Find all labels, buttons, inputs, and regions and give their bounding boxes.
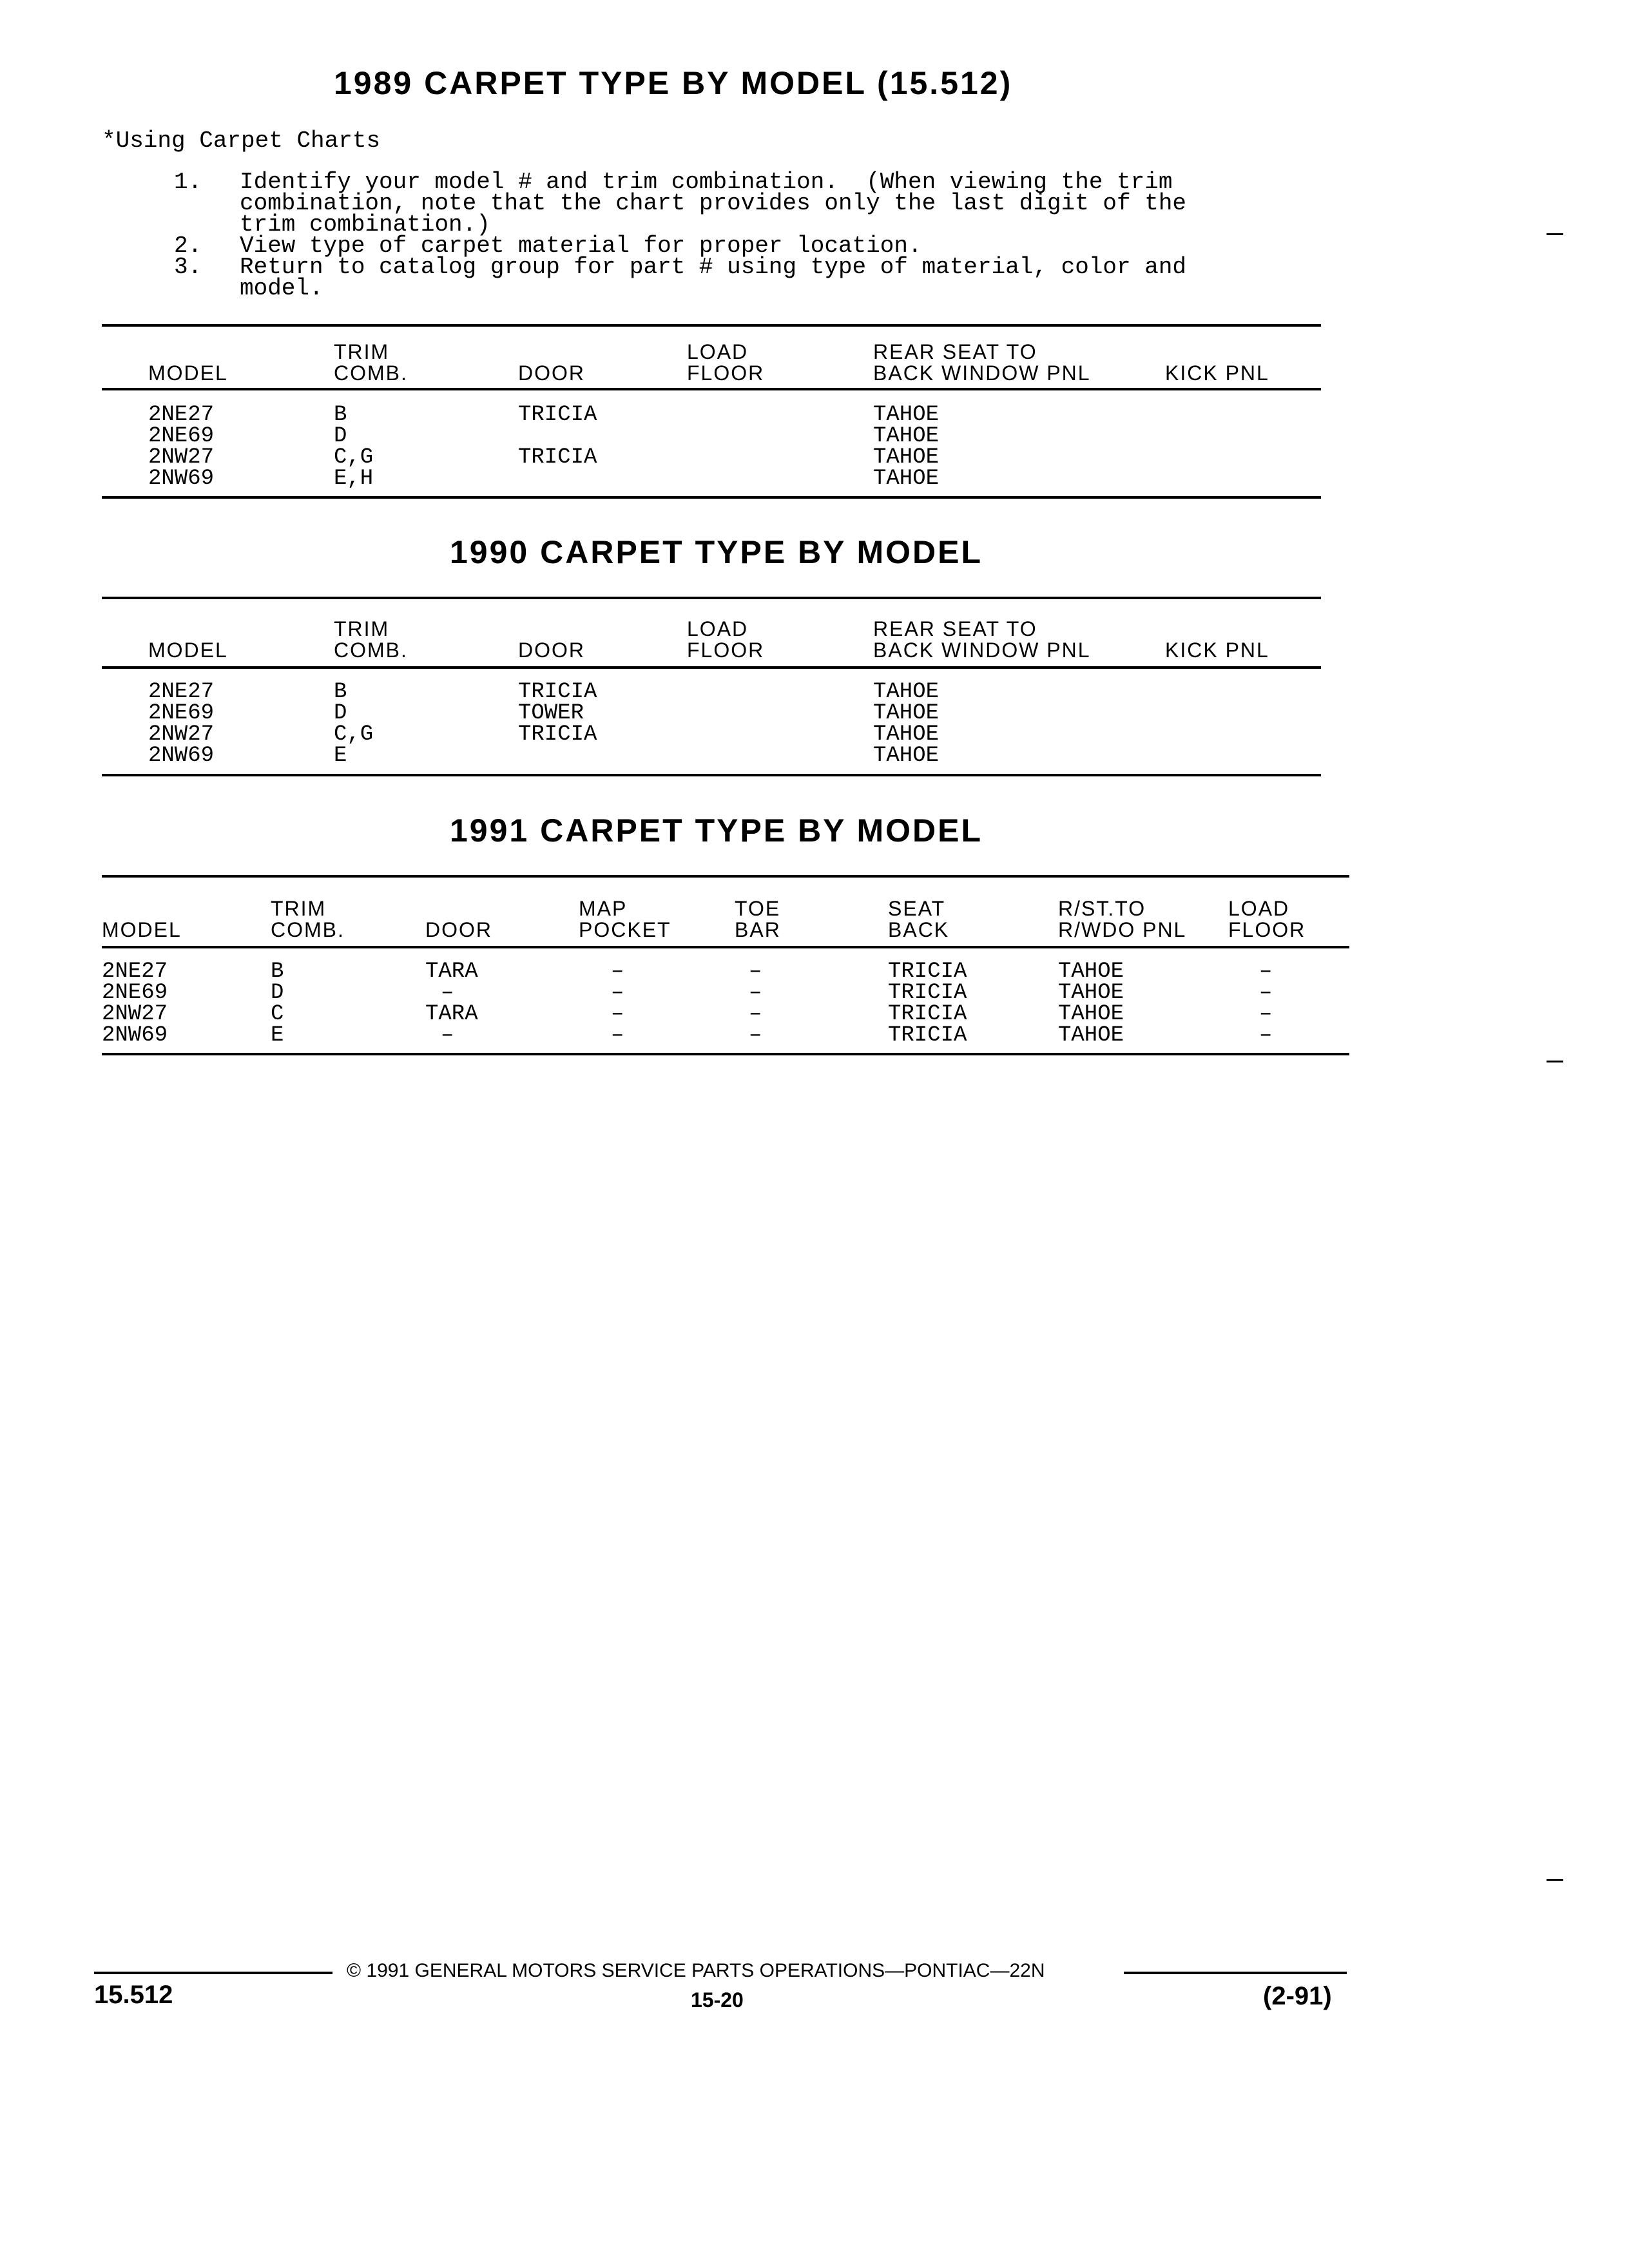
cell-load: – [1259,959,1273,984]
cell-model: 2NW27 [148,445,215,470]
cell-map: – [611,981,624,1005]
cell-trim: E [271,1023,284,1048]
col-header-load: LOAD [687,617,749,640]
cell-door: TRICIA [518,680,597,704]
cell-rst: TAHOE [1058,981,1124,1005]
intro-heading: *Using Carpet Charts [102,128,381,154]
col-header-load: FLOOR [687,361,765,385]
cell-door: TARA [425,959,478,984]
cell-model: 2NW69 [148,466,215,491]
cell-map: – [611,959,624,984]
col-header-model: MODEL [148,639,228,662]
copyright-notice: © 1991 GENERAL MOTORS SERVICE PARTS OPERATIONS—PONTIAC—22N [347,1960,1045,1981]
col-header-trim: TRIM [334,617,390,640]
step-text: trim combination.) [240,211,490,238]
cell-trim: D [334,424,347,448]
col-header-model: MODEL [148,361,228,385]
col-header-load: FLOOR [1228,918,1306,941]
col-header-trim: COMB. [334,639,408,662]
cell-door: – [441,1023,454,1048]
margin-mark [1547,1061,1563,1062]
cell-rear: TAHOE [873,701,940,726]
cell-seat: TRICIA [888,1002,967,1026]
cell-model: 2NE69 [148,701,215,726]
cell-trim: D [271,981,284,1005]
cell-trim: E,H [334,466,374,491]
col-header-map: MAP [579,897,628,920]
col-header-kick: KICK PNL [1165,361,1269,385]
cell-toe: – [749,1023,762,1048]
col-header-rear: BACK WINDOW PNL [873,639,1091,662]
col-header-model: MODEL [102,918,182,941]
cell-trim: D [334,701,347,726]
col-header-trim: COMB. [271,918,345,941]
table-rule [102,875,1349,878]
step-number: 2. [174,233,202,259]
col-header-toe: TOE [735,897,781,920]
page-number: 15-20 [691,1988,744,2012]
step-text: model. [240,275,323,302]
cell-load: – [1259,981,1273,1005]
cell-rear: TAHOE [873,424,940,448]
cell-load: – [1259,1002,1273,1026]
col-header-kick: KICK PNL [1165,639,1269,662]
cell-model: 2NE27 [102,959,168,984]
cell-door: – [441,981,454,1005]
table-rule [102,388,1321,390]
cell-model: 2NE69 [148,424,215,448]
cell-rst: TAHOE [1058,1023,1124,1048]
cell-toe: – [749,981,762,1005]
table-rule [102,324,1321,327]
col-header-map: POCKET [579,918,671,941]
cell-model: 2NW27 [102,1002,168,1026]
cell-seat: TRICIA [888,959,967,984]
col-header-trim: TRIM [334,340,390,363]
margin-mark [1547,1879,1563,1881]
col-header-toe: BAR [735,918,781,941]
cell-map: – [611,1002,624,1026]
col-header-door: DOOR [425,918,492,941]
cell-door: TRICIA [518,445,597,470]
cell-door: TOWER [518,701,584,726]
cell-trim: E [334,744,347,768]
cell-door: TRICIA [518,722,597,747]
step-text: Identify your model # and trim combination. (When viewing the trim [240,169,1173,195]
col-header-seat: BACK [888,918,950,941]
cell-trim: C [271,1002,284,1026]
cell-model: 2NW27 [148,722,215,747]
cell-trim: B [334,403,347,427]
col-header-trim: COMB. [334,361,408,385]
col-header-rst: R/WDO PNL [1058,918,1187,941]
cell-door: TARA [425,1002,478,1026]
table-rule [102,774,1321,776]
cell-model: 2NW69 [102,1023,168,1048]
cell-load: – [1259,1023,1273,1048]
table-rule [102,946,1349,948]
cell-rear: TAHOE [873,680,940,704]
cell-door: TRICIA [518,403,597,427]
col-header-load: LOAD [687,340,749,363]
col-header-trim: TRIM [271,897,327,920]
col-header-rear: BACK WINDOW PNL [873,361,1091,385]
cell-model: 2NE27 [148,680,215,704]
step-text: View type of carpet material for proper location. [240,233,922,259]
cell-trim: B [271,959,284,984]
cell-rear: TAHOE [873,445,940,470]
cell-toe: – [749,1002,762,1026]
col-header-door: DOOR [518,639,585,662]
page-title: 1989 CARPET TYPE BY MODEL (15.512) [334,65,1013,101]
col-header-rst: R/ST.TO [1058,897,1146,920]
cell-rear: TAHOE [873,722,940,747]
cell-model: 2NE27 [148,403,215,427]
col-header-load: FLOOR [687,639,765,662]
step-text: Return to catalog group for part # using type of material, color and [240,254,1187,280]
col-header-rear: REAR SEAT TO [873,340,1037,363]
revision-date: (2-91) [1263,1982,1332,2010]
step-text: combination, note that the chart provides only the last digit of the [240,190,1187,216]
cell-map: – [611,1023,624,1048]
table-rule [102,496,1321,499]
col-header-seat: SEAT [888,897,946,920]
cell-rst: TAHOE [1058,959,1124,984]
col-header-rear: REAR SEAT TO [873,617,1037,640]
table-rule [102,666,1321,669]
section-title-1991: 1991 CARPET TYPE BY MODEL [450,812,983,849]
footer-rule [1124,1972,1347,1974]
cell-seat: TRICIA [888,981,967,1005]
cell-toe: – [749,959,762,984]
step-number: 1. [174,169,202,195]
section-title-1990: 1990 CARPET TYPE BY MODEL [450,534,983,570]
col-header-load: LOAD [1228,897,1290,920]
cell-rear: TAHOE [873,744,940,768]
step-number: 3. [174,254,202,280]
cell-seat: TRICIA [888,1023,967,1048]
cell-rear: TAHOE [873,466,940,491]
cell-trim: B [334,680,347,704]
cell-model: 2NW69 [148,744,215,768]
cell-rst: TAHOE [1058,1002,1124,1026]
col-header-door: DOOR [518,361,585,385]
cell-model: 2NE69 [102,981,168,1005]
cell-rear: TAHOE [873,403,940,427]
table-rule [102,1053,1349,1055]
cell-trim: C,G [334,722,374,747]
section-number: 15.512 [94,1981,173,2009]
margin-mark [1547,233,1563,235]
table-rule [102,597,1321,599]
footer-rule [94,1972,333,1974]
cell-trim: C,G [334,445,374,470]
